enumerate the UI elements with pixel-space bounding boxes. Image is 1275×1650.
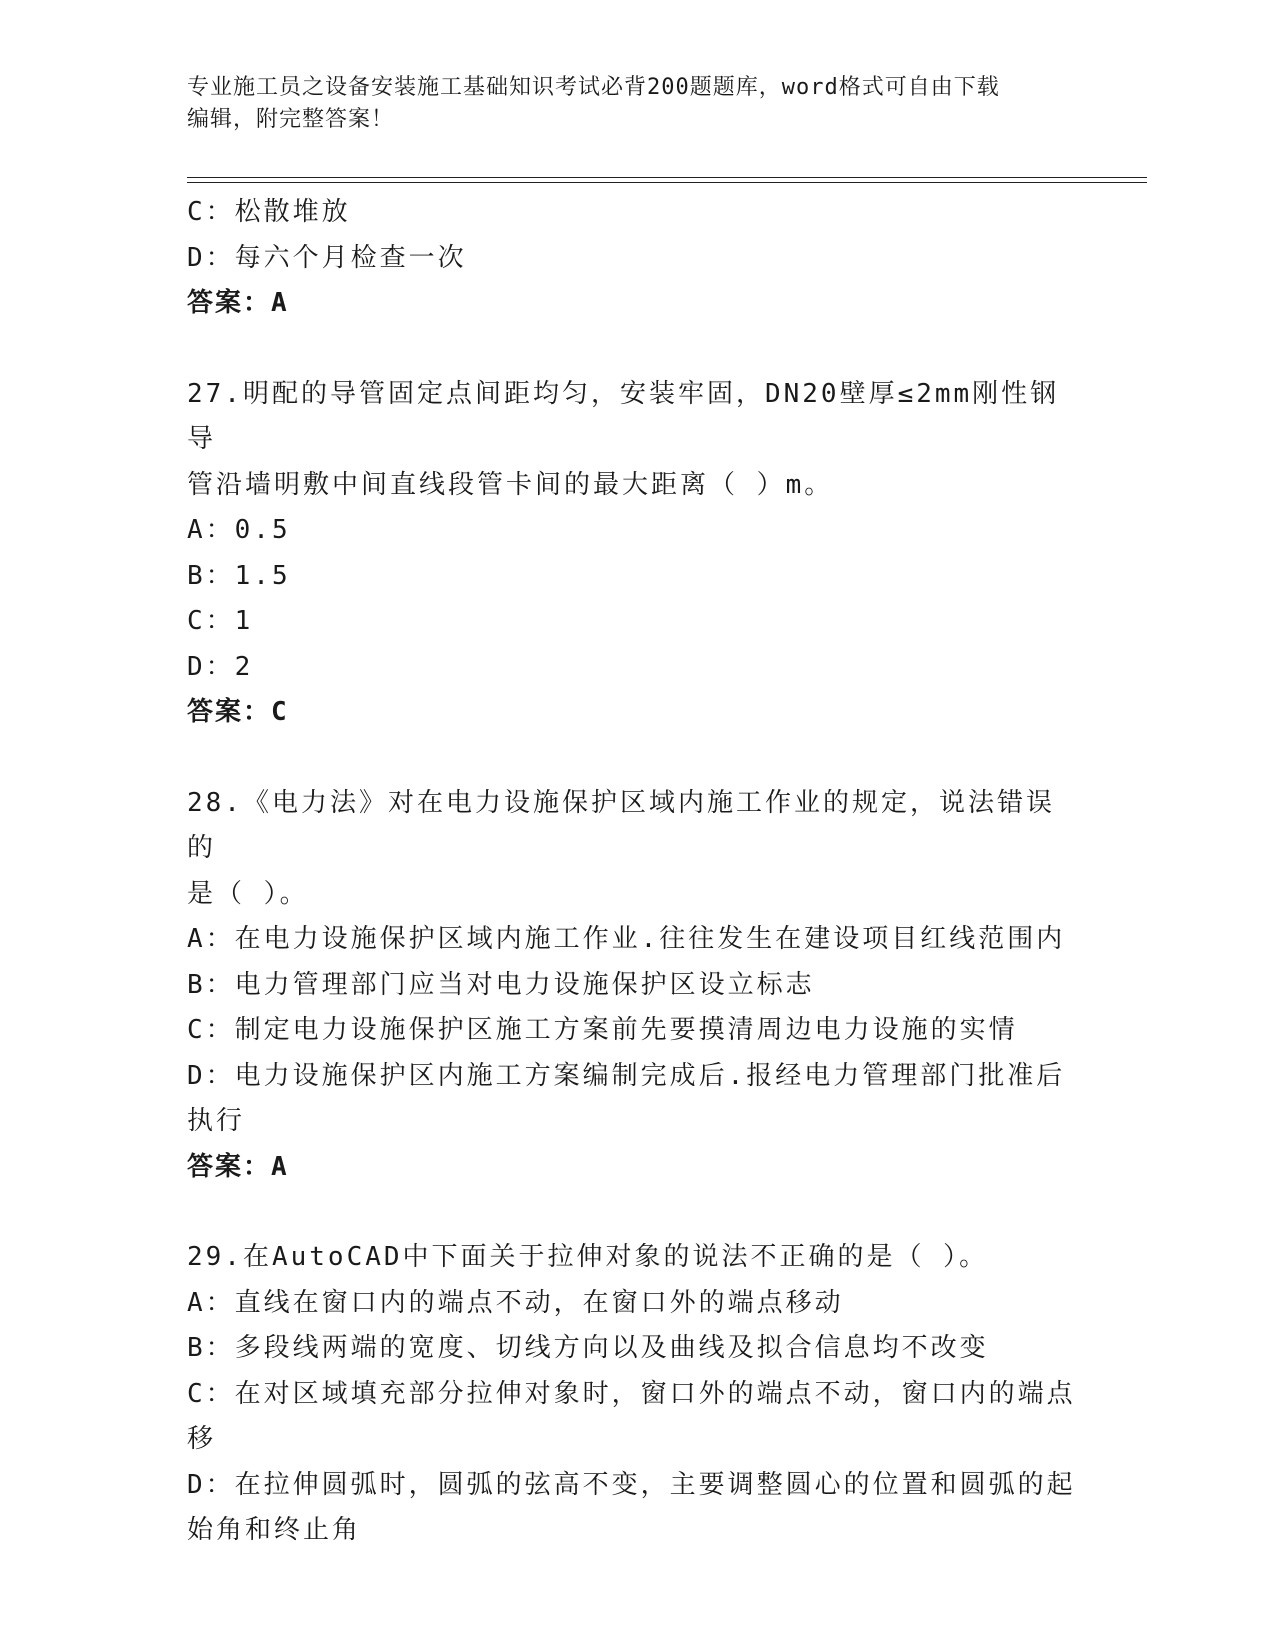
question-text-line: 27.明配的导管固定点间距均匀，安装牢固，DN20壁厚≤2mm刚性钢导 [187, 378, 1060, 454]
option-b: B：1.5 [187, 560, 291, 591]
document-header [187, 72, 1067, 136]
option-d-continued: 执行 [187, 1106, 246, 1136]
question-text-line: 29.在AutoCAD中下面关于拉伸对象的说法不正确的是（ ）。 [187, 1242, 989, 1272]
answer: 答案：A [187, 1151, 289, 1182]
header-rule-top [187, 177, 1147, 178]
option-c: C：1 [187, 606, 254, 636]
option-d: D：电力设施保护区内施工方案编制完成后.报经电力管理部门批准后 [187, 1060, 1066, 1091]
option-a: A：直线在窗口内的端点不动，在窗口外的端点移动 [187, 1287, 844, 1318]
option-d-continued: 始角和终止角 [187, 1515, 362, 1545]
option-d: D：2 [187, 651, 254, 682]
option-a: A：0.5 [187, 515, 291, 545]
question-29 [187, 1235, 1077, 1554]
option-b: B：多段线两端的宽度、切线方向以及曲线及拟合信息均不改变 [187, 1333, 989, 1363]
question-text-line: 28.《电力法》对在电力设施保护区域内施工作业的规定，说法错误的 [187, 787, 1055, 863]
header-rule-bottom [187, 182, 1147, 183]
answer: 答案：A [187, 288, 289, 318]
option-a: A：在电力设施保护区域内施工作业.往往发生在建设项目红线范围内 [187, 924, 1066, 954]
question-28 [187, 781, 1077, 1191]
option-c-continued: 移 [187, 1424, 217, 1454]
option-b: B：电力管理部门应当对电力设施保护区设立标志 [187, 969, 815, 1000]
document-body [187, 190, 1077, 1554]
question-text-line: 管沿墙明敷中间直线段管卡间的最大距离（ ）m。 [187, 469, 834, 500]
question-27 [187, 372, 1077, 736]
question-26-tail [187, 190, 1077, 327]
option-c: C：松散堆放 [187, 197, 351, 227]
question-text-line: 是（ ）。 [187, 878, 309, 909]
option-d: D：在拉伸圆弧时，圆弧的弦高不变，主要调整圆心的位置和圆弧的起 [187, 1469, 1076, 1500]
option-d: D：每六个月检查一次 [187, 242, 467, 273]
header-line-1: 专业施工员之设备安装施工基础知识考试必背200题题库，word格式可自由下载 [187, 75, 1000, 100]
option-c: C：在对区域填充部分拉伸对象时，窗口外的端点不动，窗口内的端点 [187, 1378, 1076, 1409]
header-line-2: 编辑，附完整答案！ [187, 107, 395, 132]
answer: 答案：C [187, 697, 289, 727]
option-c: C：制定电力设施保护区施工方案前先要摸清周边电力设施的实情 [187, 1015, 1018, 1045]
